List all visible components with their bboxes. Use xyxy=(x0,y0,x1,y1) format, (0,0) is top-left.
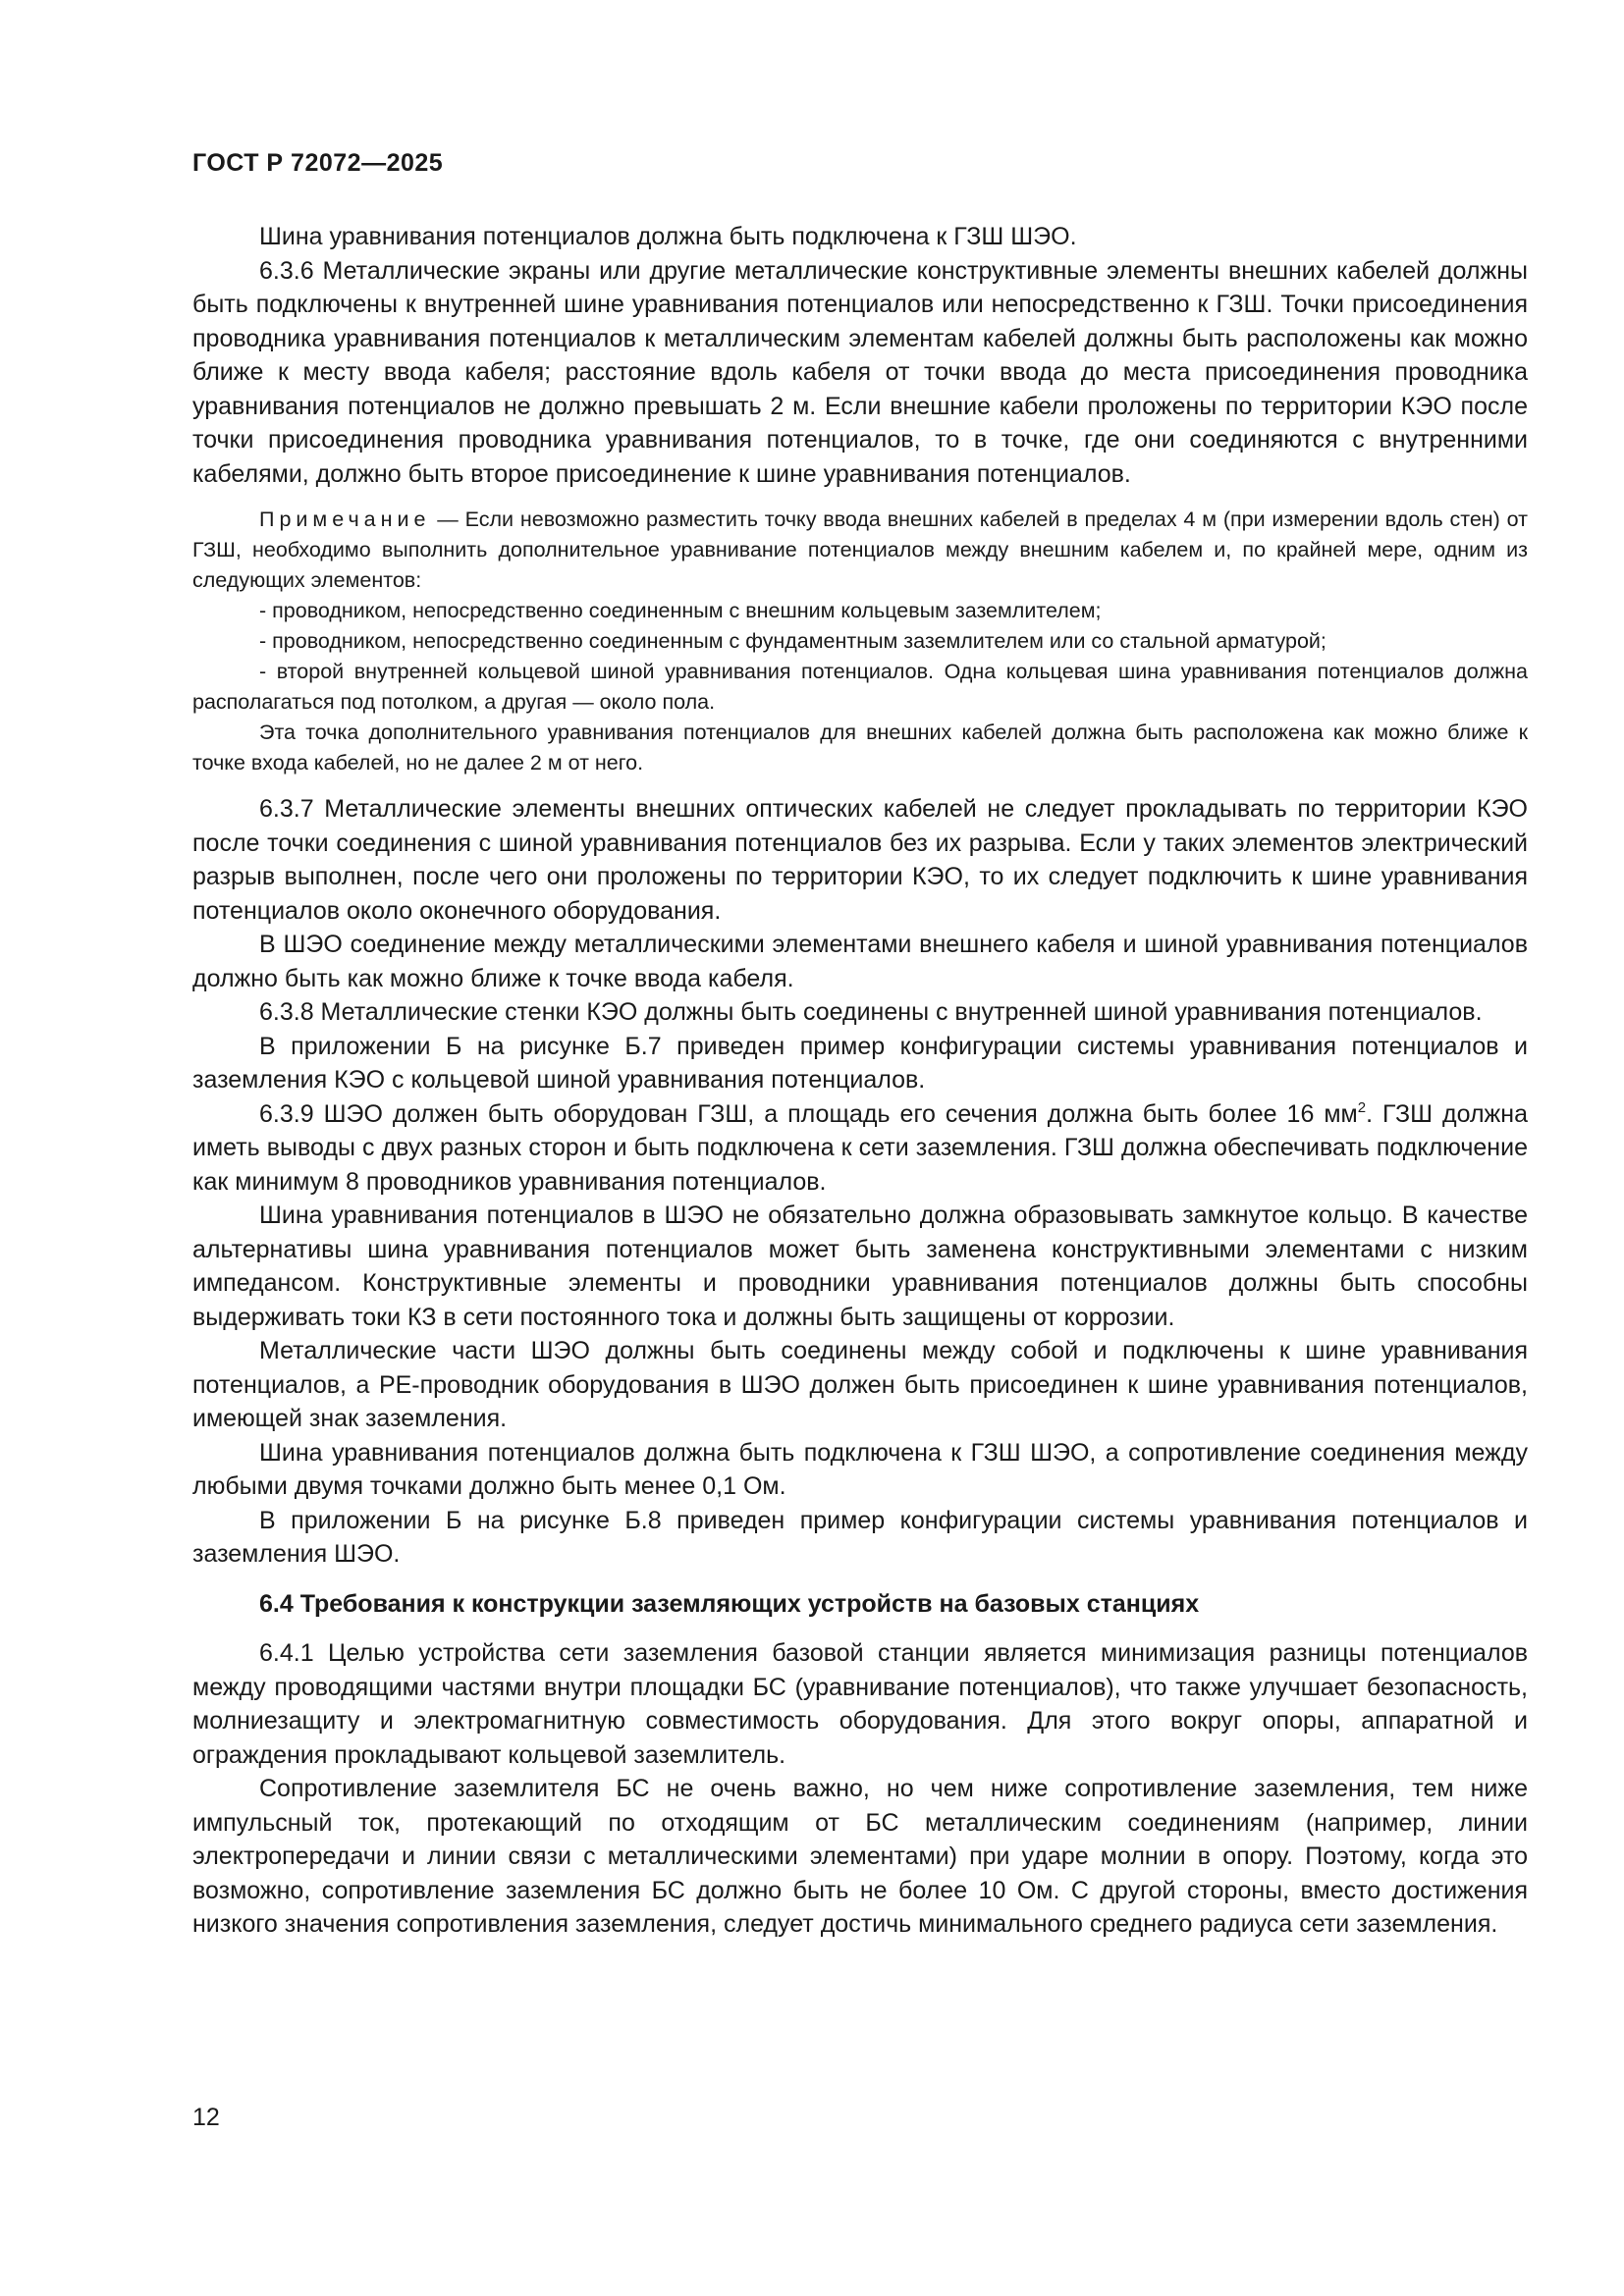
paragraph-appendix-b8: В приложении Б на рисунке Б.8 приведен пример конфигурации системы уравнивания потенциалов и заземления ШЭО. xyxy=(192,1506,1528,1568)
document-id-header: ГОСТ Р 72072—2025 xyxy=(192,149,444,177)
paragraph-6-3-9-text-a: 6.3.9 ШЭО должен быть оборудован ГЗШ, а площадь его сечения должна быть более 16 мм xyxy=(259,1099,1358,1128)
paragraph-resistance: Шина уравнивания потенциалов должна быть подключена к ГЗШ ШЭО, а сопротивление соединения между любыми двумя точками должно быть менее 0,1 Ом. xyxy=(192,1438,1528,1500)
paragraph-6-3-6: 6.3.6 Металлические экраны или другие металлические конструктивные элементы внешних кабелей должны быть подключены к внутренней шине уравнивания потенциалов или непосредственно к ГЗШ. Точки присоединения проводника уравнивания потенциалов к металлическим элементам кабелей должны быть расположены как можно ближе к месту ввода кабеля; расстояние вдоль кабеля от точки ввода до места присоединения проводника уравнивания потенциалов не должно превышать 2 м. Если внешние кабели проложены по территории КЭО после точки присоединения проводника уравнивания потенциалов, то в точке, где они соединяются с внутренними кабелями, должно быть второе присоединение к шине уравнивания потенциалов. xyxy=(192,256,1528,488)
page-number: 12 xyxy=(192,2104,220,2131)
paragraph-bar-ring: Шина уравнивания потенциалов в ШЭО не обязательно должна образовывать замкнутое кольцо. В качестве альтернативы шина уравнивания потенциалов может быть заменена конструктивными элементами с низким импедансом. Конструктивные элементы и проводники уравнивания потенциалов должны быть способны выдерживать токи КЗ в сети постоянного тока и должны быть защищены от коррозии. xyxy=(192,1201,1528,1331)
paragraph-6-3-7: 6.3.7 Металлические элементы внешних оптических кабелей не следует прокладывать по территории КЭО после точки соединения с шиной уравнивания потенциалов без их разрыва. Если у таких элементов электрический разрыв выполнен, после чего они проложены по территории КЭО, то их следует подключить к шине уравнивания потенциалов около оконечного оборудования. xyxy=(192,795,1528,925)
note-list-item: - проводником, непосредственно соединенным с внешним кольцевым заземлителем; xyxy=(259,599,1102,622)
note-block xyxy=(192,505,1528,778)
note-tail: Эта точка дополнительного уравнивания потенциалов для внешних кабелей должна быть расположена как можно ближе к точке входа кабелей, но не далее 2 м от него. xyxy=(192,721,1528,774)
note-text: — Если невозможно разместить точку ввода внешних кабелей в пределах 4 м (при измерении вдоль стен) от ГЗШ, необходимо выполнить дополнительное уравнивание потенциалов между внешним кабелем и, по крайней мере, одним из следующих элементов: xyxy=(192,507,1528,592)
paragraph-bs-resistance: Сопротивление заземлителя БС не очень важно, но чем ниже сопротивление заземления, тем ниже импульсный ток, протекающий по отходящим от БС металлическим соединениям (например, линии электропередачи и линии связи с металлическими элементами) при ударе молнии в опору. Поэтому, когда это возможно, сопротивление заземления БС должно быть не более 10 Ом. С другой стороны, вместо достижения низкого значения сопротивления заземления, следует достичь минимального среднего радиуса сети заземления. xyxy=(192,1775,1528,1938)
note-list-item: - проводником, непосредственно соединенным с фундаментным заземлителем или со стальной арматурой; xyxy=(259,629,1326,653)
paragraph-6-3-9 xyxy=(192,1097,1528,1200)
note-list-item: - второй внутренней кольцевой шиной уравнивания потенциалов. Одна кольцевая шина уравнивания потенциалов должна располагаться под потолком, а другая — около пола. xyxy=(192,660,1528,714)
paragraph-appendix-b7: В приложении Б на рисунке Б.7 приведен пример конфигурации системы уравнивания потенциалов и заземления КЭО с кольцевой шиной уравнивания потенциалов. xyxy=(192,1032,1528,1094)
paragraph-sheo-connection: В ШЭО соединение между металлическими элементами внешнего кабеля и шиной уравнивания потенциалов должно быть как можно ближе к точке ввода кабеля. xyxy=(192,931,1528,992)
section-heading-6-4: 6.4 Требования к конструкции заземляющих устройств на базовых станциях xyxy=(259,1589,1200,1618)
paragraph-ground-bar-connection: Шина уравнивания потенциалов должна быть подключена к ГЗШ ШЭО. xyxy=(259,223,1077,250)
paragraph-metal-parts: Металлические части ШЭО должны быть соединены между собой и подключены к шине уравнивания потенциалов, а PE-проводник оборудования в ШЭО должен быть присоединен к шине уравнивания потенциалов, имеющей знак заземления. xyxy=(192,1337,1528,1432)
paragraph-6-4-1: 6.4.1 Целью устройства сети заземления базовой станции является минимизация разницы потенциалов между проводящими частями внутри площадки БС (уравнивание потенциалов), что также улучшает безопасность, молниезащиту и электромагнитную совместимость оборудования. Для этого вокруг опоры, аппаратной и ограждения прокладывают кольцевой заземлитель. xyxy=(192,1639,1528,1769)
note-intro xyxy=(192,505,1528,596)
note-label: Примечание xyxy=(259,507,431,531)
document-body xyxy=(192,220,1528,1942)
superscript-square: 2 xyxy=(1357,1098,1367,1116)
paragraph-6-3-9-text-b: . ГЗШ должна иметь выводы с двух разных сторон и быть подключена к сети заземления. ГЗШ должна обеспечивать подключение как минимум 8 проводников уравнивания потенциалов. xyxy=(192,1099,1528,1196)
paragraph-6-3-8: 6.3.8 Металлические стенки КЭО должны быть соединены с внутренней шиной уравнивания потенциалов. xyxy=(259,998,1483,1026)
